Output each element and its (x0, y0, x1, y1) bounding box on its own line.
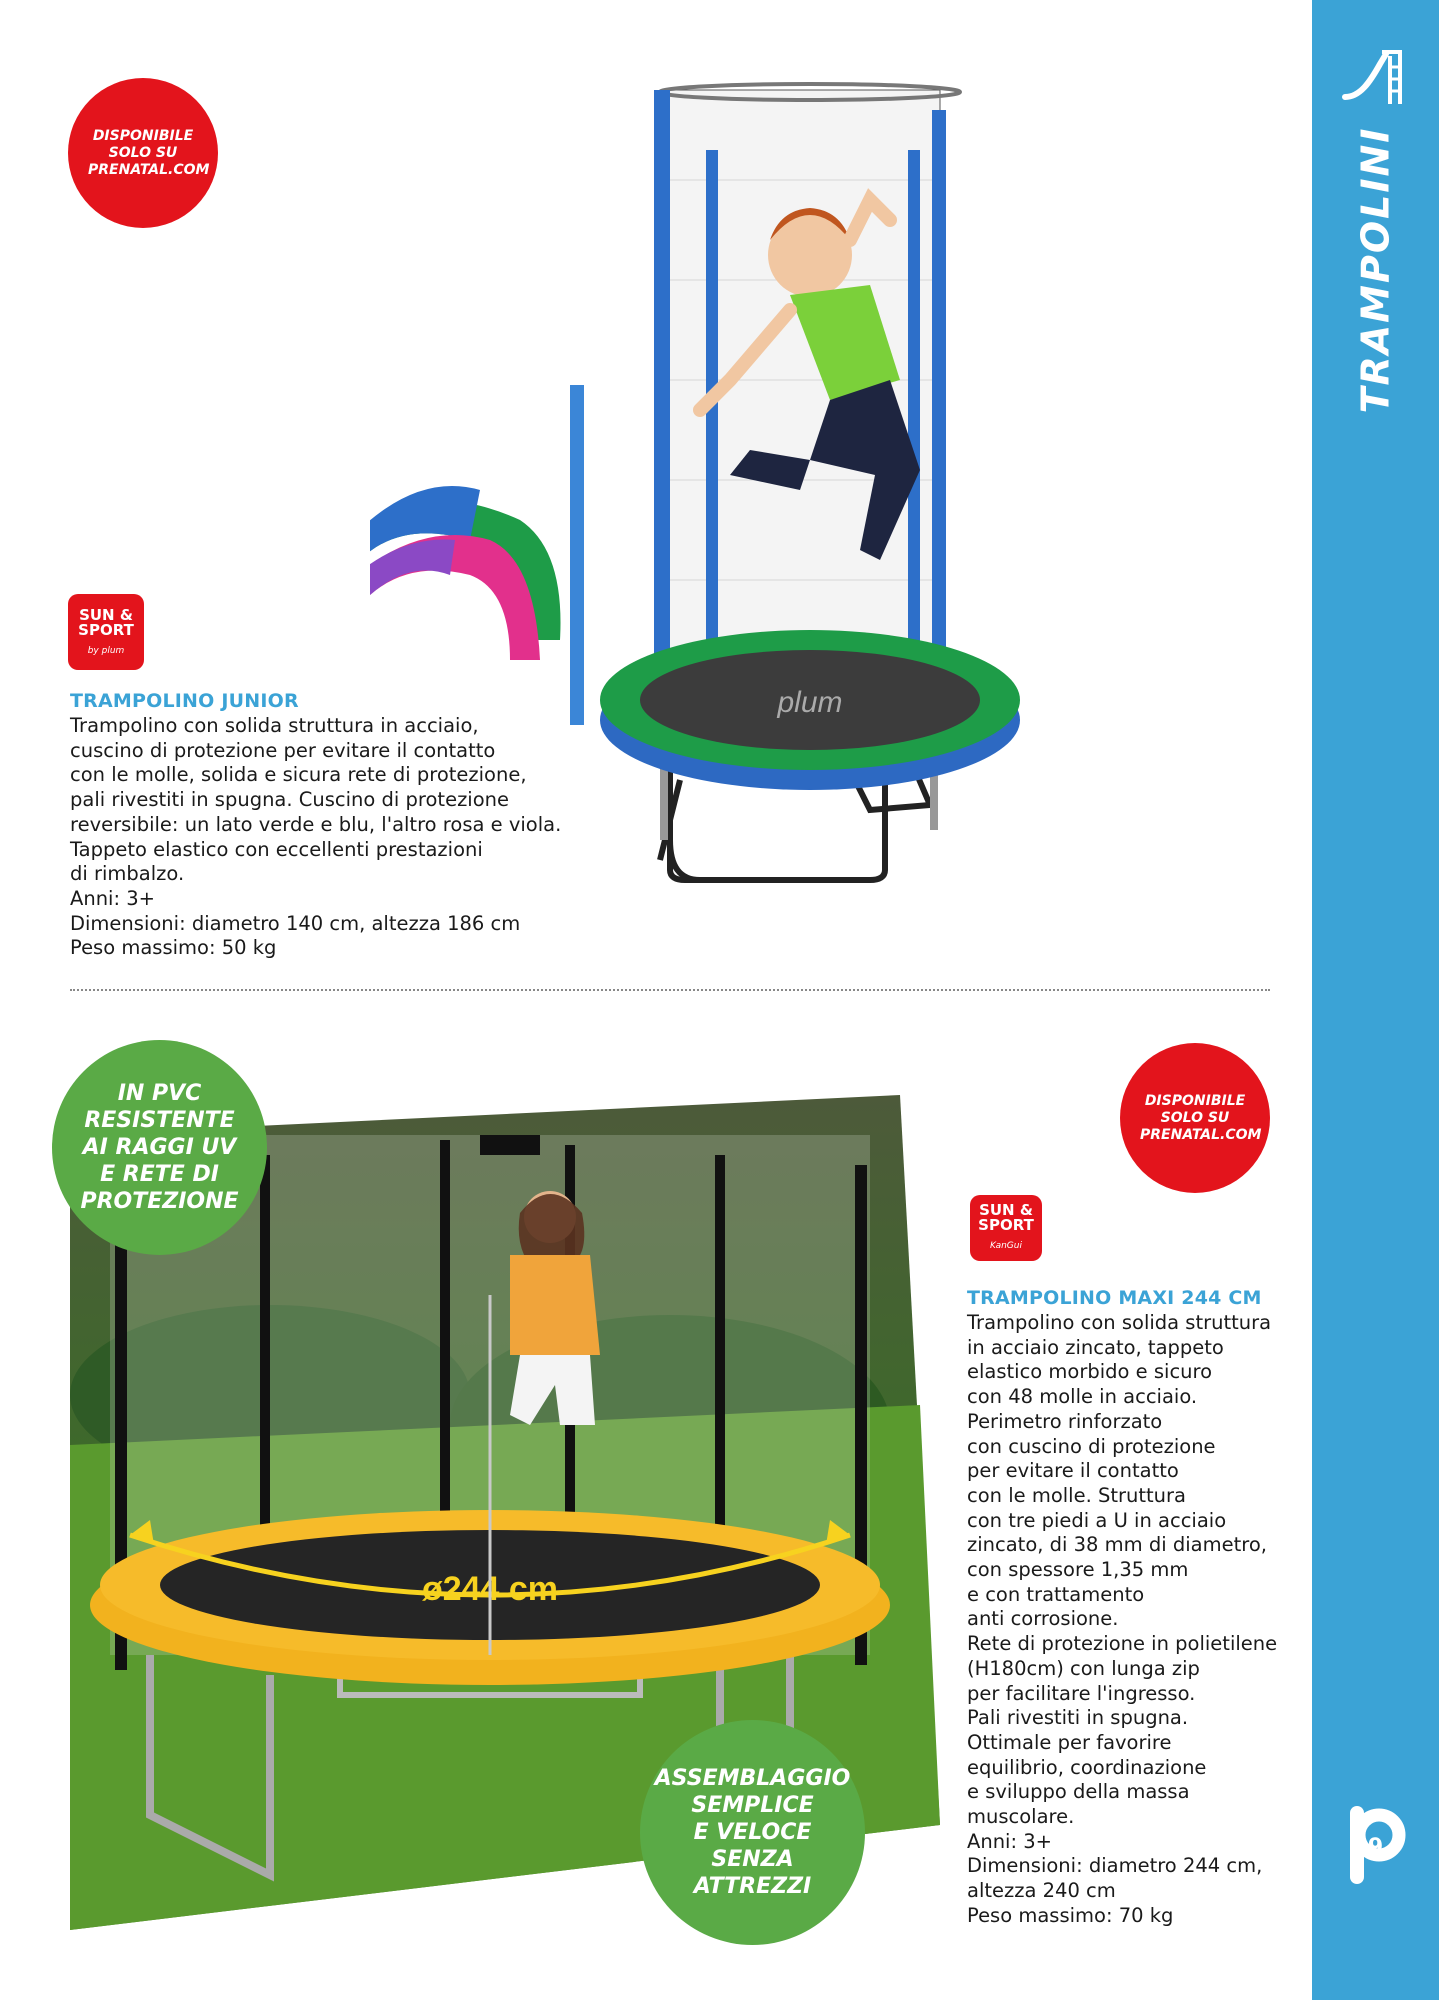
description-line: Dimensioni: diametro 140 cm, altezza 186 cm (70, 911, 521, 935)
badge-line: SOLO SU (1160, 1109, 1230, 1126)
badge-line: PRENATAL.COM (88, 161, 210, 178)
description-line: Trampolino con solida struttura (967, 1311, 1272, 1334)
description-line: con 48 molle in acciaio. (967, 1385, 1198, 1409)
description-line: Perimetro rinforzato (967, 1409, 1163, 1433)
description-line: pali rivestiti in spugna. Cuscino di protezione (70, 788, 510, 812)
product-title: TRAMPOLINO MAXI 244 CM (967, 1287, 1262, 1309)
description-line: Ottimale per favorire (967, 1730, 1172, 1754)
badge-line: DISPONIBILE (1144, 1092, 1246, 1109)
description-line: con le molle. Struttura (967, 1483, 1186, 1507)
badge-line: IN PVC (117, 1081, 202, 1106)
description-line: Pali rivestiti in spugna. (967, 1706, 1189, 1730)
badge-line: PRENATAL.COM (1140, 1126, 1262, 1143)
description-line: altezza 240 cm (967, 1879, 1116, 1903)
brand-line2: SPORT (78, 621, 134, 639)
badge-line: ATTREZZI (693, 1874, 812, 1899)
description-line: di rimbalzo. (70, 862, 185, 886)
badge-line: DISPONIBILE (92, 127, 194, 144)
brand-line1: SUN & (79, 606, 133, 624)
badge-line: SENZA (711, 1847, 794, 1872)
section-title-text: TRAMPOLINI (1353, 126, 1398, 414)
description-line: elastico morbido e sicuro (967, 1360, 1213, 1384)
badge-line: E RETE DI (100, 1162, 219, 1187)
description-line: per facilitare l'ingresso. (967, 1681, 1196, 1705)
slide-icon (1340, 42, 1410, 112)
description-line: equilibrio, coordinazione (967, 1755, 1207, 1779)
description-line: e con trattamento (967, 1582, 1145, 1606)
brand-sub: KanGui (990, 1241, 1022, 1251)
description-line: anti corrosione. (967, 1607, 1119, 1631)
description-line: Anni: 3+ (967, 1829, 1052, 1853)
description-line: in acciaio zincato, tappeto (967, 1335, 1224, 1359)
badge-line: ASSEMBLAGGIO (654, 1766, 851, 1791)
brand-line2: SPORT (978, 1216, 1034, 1234)
description-line: con cuscino di protezione (967, 1434, 1216, 1458)
feature-badge-uv (52, 1040, 267, 1255)
description-line: con spessore 1,35 mm (967, 1558, 1189, 1582)
description-line: Rete di protezione in polietilene (967, 1632, 1278, 1656)
brand-line1: SUN & (979, 1201, 1033, 1219)
description-line: Anni: 3+ (70, 886, 155, 910)
description-line: Peso massimo: 50 kg (70, 936, 277, 960)
description-line: zincato, di 38 mm di diametro, (967, 1533, 1267, 1557)
diameter-label: ø244 cm (421, 1570, 559, 1608)
description-line: Trampolino con solida struttura in acciaio, (70, 714, 479, 737)
section-title (1312, 120, 1439, 420)
badge-line: SOLO SU (108, 144, 178, 161)
feature-badge-assembly (640, 1720, 865, 1945)
description-line: per evitare il contatto (967, 1459, 1179, 1483)
description-line: con tre piedi a U in acciaio (967, 1508, 1227, 1532)
description-line: con le molle, solida e sicura rete di protezione, (70, 763, 527, 787)
badge-line: RESISTENTE (84, 1108, 235, 1133)
description-line: Peso massimo: 70 kg (967, 1903, 1174, 1927)
description-line: e sviluppo della massa (967, 1780, 1190, 1804)
description-line: cuscino di protezione per evitare il contatto (70, 738, 496, 762)
brand-sub: by plum (87, 646, 125, 656)
product-title: TRAMPOLINO JUNIOR (70, 690, 299, 712)
description-line: muscolare. (967, 1805, 1075, 1829)
product-description (967, 1311, 1277, 1929)
availability-badge (68, 78, 218, 228)
brand-logo (970, 1195, 1042, 1261)
description-line: (H180cm) con lunga zip (967, 1656, 1200, 1680)
brand-logo (68, 594, 144, 670)
product-description (70, 714, 561, 961)
availability-badge (1120, 1043, 1270, 1193)
badge-line: AI RAGGI UV (82, 1135, 237, 1160)
badge-line: PROTEZIONE (80, 1189, 239, 1214)
description-line: Dimensioni: diametro 244 cm, (967, 1854, 1263, 1878)
page-number: 9 (1367, 1835, 1384, 1860)
section-divider (70, 989, 1270, 991)
mat-logo: plum (777, 686, 843, 719)
description-line: reversibile: un lato verde e blu, l'altro rosa e viola. (70, 812, 562, 836)
badge-line: E VELOCE (693, 1820, 812, 1845)
badge-line: SEMPLICE (691, 1793, 814, 1818)
description-line: Tappeto elastico con eccellenti prestazioni (70, 837, 483, 861)
